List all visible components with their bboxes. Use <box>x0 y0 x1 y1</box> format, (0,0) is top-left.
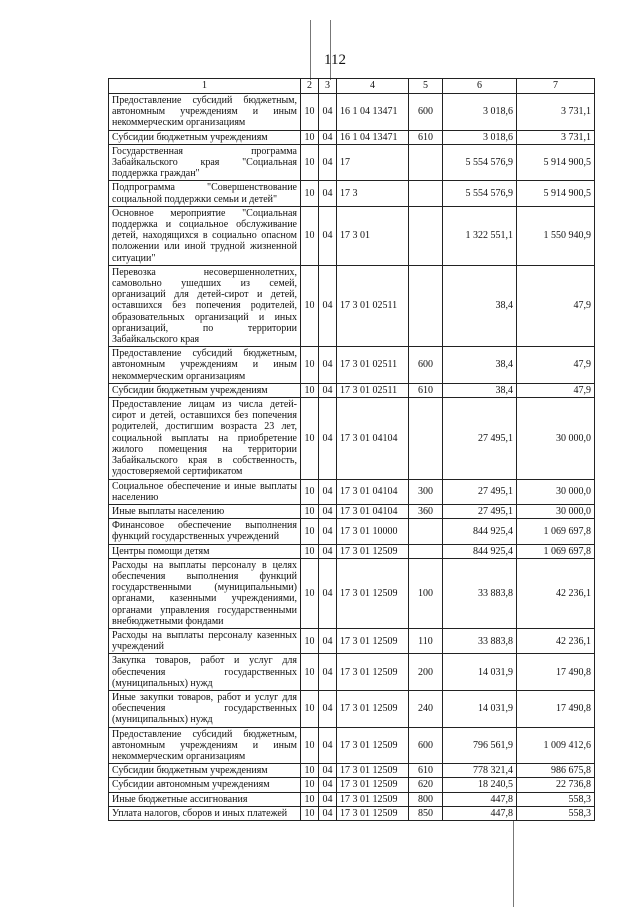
header-cell: 1 <box>109 79 301 94</box>
target-article-cell: 17 3 01 02511 <box>337 265 409 346</box>
scan-fold-line-left <box>310 20 311 80</box>
target-article-cell: 17 3 01 12509 <box>337 628 409 653</box>
subsection-code-cell: 04 <box>319 206 337 265</box>
expense-type-cell: 300 <box>409 479 443 504</box>
expense-type-cell <box>409 181 443 206</box>
subsection-code-cell: 04 <box>319 479 337 504</box>
row-name-cell: Социальное обеспечение и иные выплаты населению <box>109 479 301 504</box>
table-row <box>109 628 595 653</box>
subsection-code-cell: 04 <box>319 383 337 397</box>
amount-year1-cell: 447,8 <box>443 792 517 806</box>
amount-year2-cell: 3 731,1 <box>517 94 595 131</box>
target-article-cell: 17 3 01 10000 <box>337 519 409 544</box>
row-name-cell: Субсидии автономным учреждениям <box>109 778 301 792</box>
expense-type-cell <box>409 544 443 558</box>
expense-type-cell: 240 <box>409 690 443 727</box>
target-article-cell: 17 3 01 <box>337 206 409 265</box>
amount-year1-cell: 38,4 <box>443 383 517 397</box>
section-code-cell: 10 <box>301 181 319 206</box>
amount-year2-cell: 558,3 <box>517 792 595 806</box>
row-name-cell: Расходы на выплаты персоналу в целях обеспечения выполнения функций государственными (муниципальными) органами, казенными учреждениями, органами управления государственными внебюджетными фондами <box>109 558 301 628</box>
amount-year1-cell: 18 240,5 <box>443 778 517 792</box>
row-name-cell: Субсидии бюджетным учреждениям <box>109 764 301 778</box>
subsection-code-cell: 04 <box>319 130 337 144</box>
expense-type-cell: 100 <box>409 558 443 628</box>
row-name-cell: Предоставление субсидий бюджетным, автономным учреждениям и иным некоммерческим организациям <box>109 727 301 764</box>
table-row <box>109 778 595 792</box>
amount-year2-cell: 3 731,1 <box>517 130 595 144</box>
section-code-cell: 10 <box>301 398 319 479</box>
amount-year1-cell: 844 925,4 <box>443 519 517 544</box>
row-name-cell: Финансовое обеспечение выполнения функций государственных учреждений <box>109 519 301 544</box>
row-name-cell: Субсидии бюджетным учреждениям <box>109 130 301 144</box>
section-code-cell: 10 <box>301 764 319 778</box>
target-article-cell: 17 3 <box>337 181 409 206</box>
expense-type-cell: 600 <box>409 727 443 764</box>
amount-year2-cell: 1 069 697,8 <box>517 544 595 558</box>
table-row <box>109 654 595 691</box>
amount-year2-cell: 47,9 <box>517 265 595 346</box>
table-row <box>109 544 595 558</box>
table-row <box>109 181 595 206</box>
table-row <box>109 398 595 479</box>
section-code-cell: 10 <box>301 347 319 384</box>
subsection-code-cell: 04 <box>319 778 337 792</box>
amount-year1-cell: 33 883,8 <box>443 628 517 653</box>
amount-year2-cell: 1 550 940,9 <box>517 206 595 265</box>
subsection-code-cell: 04 <box>319 727 337 764</box>
table-row <box>109 504 595 518</box>
section-code-cell: 10 <box>301 727 319 764</box>
section-code-cell: 10 <box>301 544 319 558</box>
subsection-code-cell: 04 <box>319 347 337 384</box>
table-row <box>109 94 595 131</box>
subsection-code-cell: 04 <box>319 544 337 558</box>
amount-year2-cell: 986 675,8 <box>517 764 595 778</box>
expense-type-cell: 800 <box>409 792 443 806</box>
row-name-cell: Субсидии бюджетным учреждениям <box>109 383 301 397</box>
header-cell: 4 <box>337 79 409 94</box>
table-row <box>109 727 595 764</box>
expense-type-cell: 850 <box>409 806 443 820</box>
section-code-cell: 10 <box>301 504 319 518</box>
amount-year1-cell: 14 031,9 <box>443 690 517 727</box>
row-name-cell: Перевозка несовершеннолетних, самовольно ушедших из семей, организаций для детей-сирот и детей, оставшихся без попечения родителей, образовательных организаций и иных организаций, по территории Забайкальского края <box>109 265 301 346</box>
expense-type-cell: 610 <box>409 130 443 144</box>
table-row <box>109 383 595 397</box>
row-name-cell: Предоставление лицам из числа детей-сирот и детей, оставшихся без попечения родителей, достигшим возраста 23 лет, социальной выплаты на приобретение жилого помещения на территории Забайкальского края в собственность, удостоверяемой сертификатом <box>109 398 301 479</box>
amount-year1-cell: 38,4 <box>443 265 517 346</box>
expense-type-cell: 610 <box>409 764 443 778</box>
target-article-cell: 17 3 01 12509 <box>337 544 409 558</box>
amount-year2-cell: 30 000,0 <box>517 504 595 518</box>
subsection-code-cell: 04 <box>319 628 337 653</box>
table-row <box>109 206 595 265</box>
target-article-cell: 17 3 01 12509 <box>337 654 409 691</box>
expense-type-cell <box>409 144 443 181</box>
target-article-cell: 17 3 01 12509 <box>337 764 409 778</box>
expense-type-cell: 360 <box>409 504 443 518</box>
amount-year1-cell: 14 031,9 <box>443 654 517 691</box>
subsection-code-cell: 04 <box>319 504 337 518</box>
row-name-cell: Предоставление субсидий бюджетным, автономным учреждениям и иным некоммерческим организациям <box>109 347 301 384</box>
subsection-code-cell: 04 <box>319 519 337 544</box>
amount-year2-cell: 5 914 900,5 <box>517 144 595 181</box>
amount-year2-cell: 42 236,1 <box>517 558 595 628</box>
expense-type-cell: 600 <box>409 94 443 131</box>
subsection-code-cell: 04 <box>319 265 337 346</box>
table-row <box>109 265 595 346</box>
target-article-cell: 17 3 01 02511 <box>337 383 409 397</box>
header-cell: 6 <box>443 79 517 94</box>
amount-year1-cell: 3 018,6 <box>443 94 517 131</box>
section-code-cell: 10 <box>301 778 319 792</box>
target-article-cell: 17 3 01 12509 <box>337 690 409 727</box>
row-name-cell: Закупка товаров, работ и услуг для обеспечения государственных (муниципальных) нужд <box>109 654 301 691</box>
page-number-text: 112 <box>324 52 346 68</box>
subsection-code-cell: 04 <box>319 94 337 131</box>
section-code-cell: 10 <box>301 558 319 628</box>
section-code-cell: 10 <box>301 206 319 265</box>
amount-year2-cell: 22 736,8 <box>517 778 595 792</box>
header-cell: 2 <box>301 79 319 94</box>
table-row <box>109 144 595 181</box>
target-article-cell: 17 3 01 04104 <box>337 398 409 479</box>
amount-year2-cell: 1 009 412,6 <box>517 727 595 764</box>
expense-type-cell <box>409 519 443 544</box>
target-article-cell: 17 3 01 04104 <box>337 479 409 504</box>
amount-year2-cell: 47,9 <box>517 347 595 384</box>
header-cell: 7 <box>517 79 595 94</box>
amount-year1-cell: 5 554 576,9 <box>443 144 517 181</box>
section-code-cell: 10 <box>301 479 319 504</box>
expense-type-cell: 110 <box>409 628 443 653</box>
amount-year1-cell: 27 495,1 <box>443 504 517 518</box>
section-code-cell: 10 <box>301 654 319 691</box>
target-article-cell: 16 1 04 13471 <box>337 94 409 131</box>
amount-year2-cell: 558,3 <box>517 806 595 820</box>
table-row <box>109 347 595 384</box>
budget-table <box>108 78 595 821</box>
section-code-cell: 10 <box>301 130 319 144</box>
amount-year1-cell: 844 925,4 <box>443 544 517 558</box>
table-row <box>109 130 595 144</box>
table-row <box>109 690 595 727</box>
amount-year1-cell: 1 322 551,1 <box>443 206 517 265</box>
row-name-cell: Уплата налогов, сборов и иных платежей <box>109 806 301 820</box>
amount-year2-cell: 47,9 <box>517 383 595 397</box>
page-number <box>0 52 640 69</box>
row-name-cell: Предоставление субсидий бюджетным, автономным учреждениям и иным некоммерческим организациям <box>109 94 301 131</box>
subsection-code-cell: 04 <box>319 181 337 206</box>
table-row <box>109 519 595 544</box>
scan-edge-line <box>513 820 514 907</box>
target-article-cell: 17 3 01 12509 <box>337 806 409 820</box>
table-body <box>109 94 595 821</box>
target-article-cell: 17 3 01 12509 <box>337 727 409 764</box>
target-article-cell: 17 <box>337 144 409 181</box>
section-code-cell: 10 <box>301 383 319 397</box>
section-code-cell: 10 <box>301 792 319 806</box>
expense-type-cell <box>409 265 443 346</box>
subsection-code-cell: 04 <box>319 764 337 778</box>
amount-year2-cell: 42 236,1 <box>517 628 595 653</box>
amount-year2-cell: 5 914 900,5 <box>517 181 595 206</box>
row-name-cell: Иные бюджетные ассигнования <box>109 792 301 806</box>
amount-year1-cell: 3 018,6 <box>443 130 517 144</box>
amount-year1-cell: 27 495,1 <box>443 479 517 504</box>
section-code-cell: 10 <box>301 265 319 346</box>
header-cell: 3 <box>319 79 337 94</box>
amount-year1-cell: 778 321,4 <box>443 764 517 778</box>
target-article-cell: 16 1 04 13471 <box>337 130 409 144</box>
header-row <box>109 79 595 94</box>
expense-type-cell: 600 <box>409 347 443 384</box>
amount-year2-cell: 30 000,0 <box>517 479 595 504</box>
amount-year1-cell: 5 554 576,9 <box>443 181 517 206</box>
amount-year2-cell: 30 000,0 <box>517 398 595 479</box>
target-article-cell: 17 3 01 12509 <box>337 792 409 806</box>
table-row <box>109 764 595 778</box>
amount-year2-cell: 1 069 697,8 <box>517 519 595 544</box>
target-article-cell: 17 3 01 04104 <box>337 504 409 518</box>
amount-year2-cell: 17 490,8 <box>517 654 595 691</box>
row-name-cell: Центры помощи детям <box>109 544 301 558</box>
amount-year2-cell: 17 490,8 <box>517 690 595 727</box>
row-name-cell: Расходы на выплаты персоналу казенных учреждений <box>109 628 301 653</box>
section-code-cell: 10 <box>301 806 319 820</box>
subsection-code-cell: 04 <box>319 398 337 479</box>
target-article-cell: 17 3 01 02511 <box>337 347 409 384</box>
expense-type-cell <box>409 206 443 265</box>
section-code-cell: 10 <box>301 628 319 653</box>
scan-fold-line-right <box>330 20 331 80</box>
row-name-cell: Государственная программа Забайкальского края "Социальная поддержка граждан" <box>109 144 301 181</box>
amount-year1-cell: 447,8 <box>443 806 517 820</box>
subsection-code-cell: 04 <box>319 806 337 820</box>
subsection-code-cell: 04 <box>319 558 337 628</box>
subsection-code-cell: 04 <box>319 792 337 806</box>
amount-year1-cell: 38,4 <box>443 347 517 384</box>
header-cell: 5 <box>409 79 443 94</box>
row-name-cell: Основное мероприятие "Социальная поддержка и социальное обслуживание детей, находящихся в социально опасном положении или иной трудной жизненной ситуации" <box>109 206 301 265</box>
section-code-cell: 10 <box>301 144 319 181</box>
row-name-cell: Иные выплаты населению <box>109 504 301 518</box>
expense-type-cell: 200 <box>409 654 443 691</box>
expense-type-cell: 610 <box>409 383 443 397</box>
row-name-cell: Иные закупки товаров, работ и услуг для обеспечения государственных (муниципальных) нужд <box>109 690 301 727</box>
subsection-code-cell: 04 <box>319 654 337 691</box>
target-article-cell: 17 3 01 12509 <box>337 558 409 628</box>
row-name-cell: Подпрограмма "Совершенствование социальной поддержки семьи и детей" <box>109 181 301 206</box>
table-row <box>109 806 595 820</box>
table-row <box>109 558 595 628</box>
amount-year1-cell: 33 883,8 <box>443 558 517 628</box>
subsection-code-cell: 04 <box>319 690 337 727</box>
table-row <box>109 479 595 504</box>
section-code-cell: 10 <box>301 94 319 131</box>
target-article-cell: 17 3 01 12509 <box>337 778 409 792</box>
amount-year1-cell: 796 561,9 <box>443 727 517 764</box>
subsection-code-cell: 04 <box>319 144 337 181</box>
section-code-cell: 10 <box>301 519 319 544</box>
table-row <box>109 792 595 806</box>
section-code-cell: 10 <box>301 690 319 727</box>
expense-type-cell: 620 <box>409 778 443 792</box>
expense-type-cell <box>409 398 443 479</box>
amount-year1-cell: 27 495,1 <box>443 398 517 479</box>
